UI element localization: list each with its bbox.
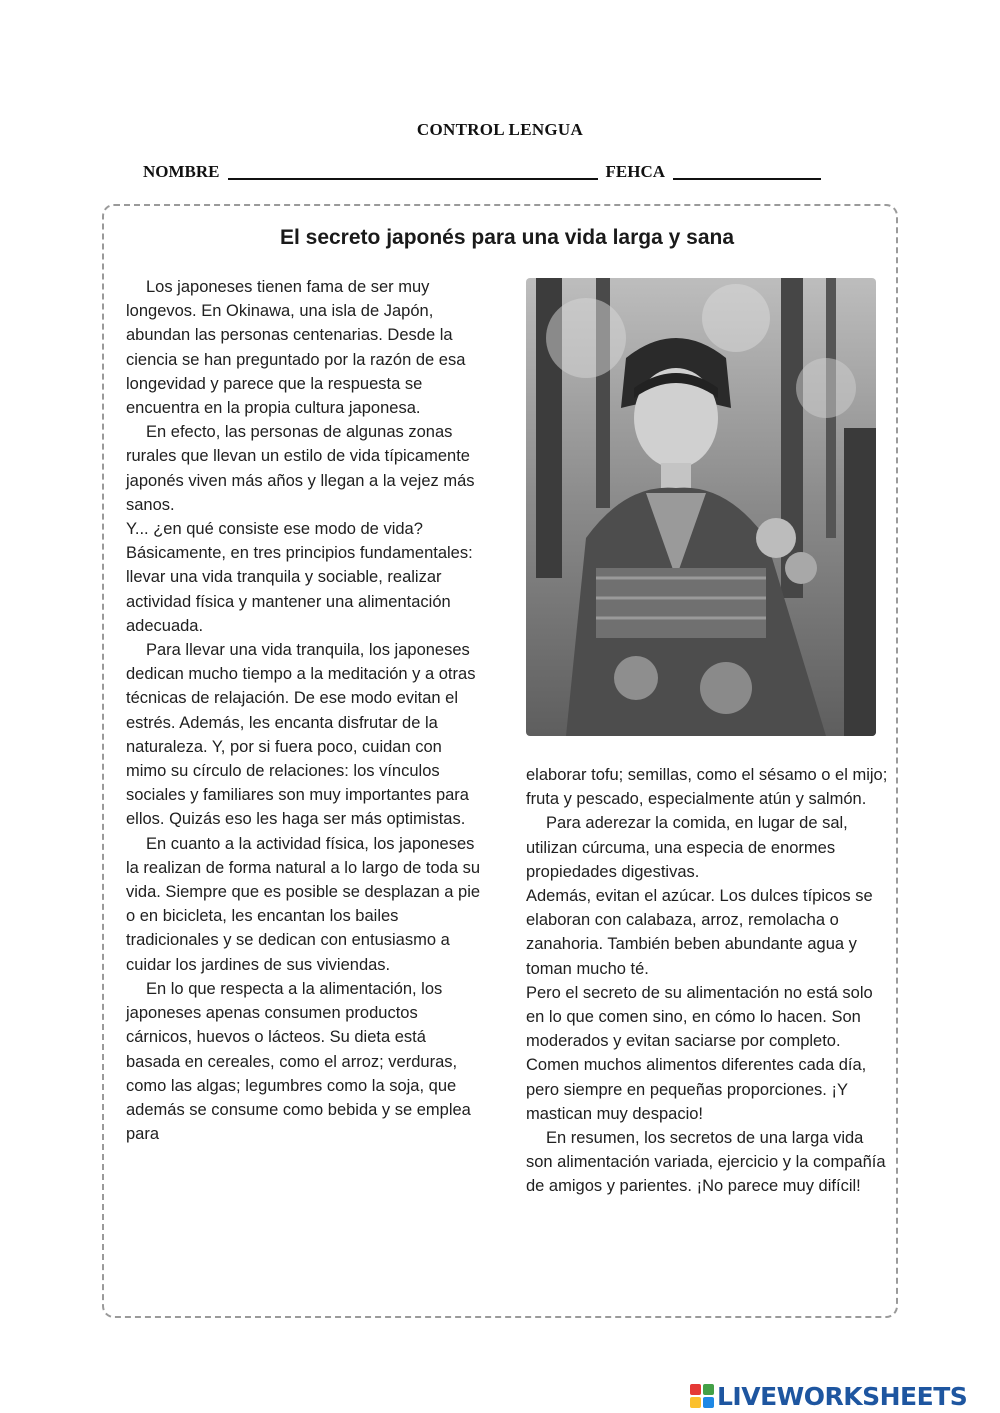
paragraph: Para aderezar la comida, en lugar de sal, utilizan cúrcuma, una especia de enormes propiedades digestivas. [526, 814, 848, 881]
liveworksheets-logo[interactable] [690, 1379, 990, 1413]
student-fields [143, 162, 863, 182]
girl-in-kimono-photo [526, 278, 876, 736]
liveworksheets-icon [690, 1384, 714, 1408]
name-blank-line [228, 162, 598, 180]
paragraph: En efecto, las personas de algunas zonas rurales que llevan un estilo de vida típicamente japonés viven más años y llegan a la vejez más sanos. [126, 423, 475, 514]
paragraph: En resumen, los secretos de una larga vida son alimentación variada, ejercicio y la compañía de amigos y parientes. ¡No parece muy difícil! [526, 1129, 886, 1196]
paragraph: elaborar tofu; semillas, como el sésamo o el mijo; fruta y pescado, especialmente atún y salmón. [526, 766, 888, 809]
paragraph: Además, evitan el azúcar. Los dulces típicos se elaboran con calabaza, arroz, remolacha o zanahoria. También beben abundante agua y toman mucho té. [526, 887, 873, 978]
left-column [126, 275, 482, 1146]
paragraph: Los japoneses tienen fama de ser muy longevos. En Okinawa, una isla de Japón, abundan las personas centenarias. Desde la ciencia se han preguntado por la razón de esa longevidad y parece que la respuesta se encuentra en la propia cultura japonesa. [126, 278, 466, 418]
page-title: CONTROL LENGUA [416, 120, 584, 139]
name-label: NOMBRE [143, 162, 220, 181]
paragraph: Y... ¿en qué consiste ese modo de vida? Básicamente, en tres principios fundamentales: llevar una vida tranquila y sociable, realizar actividad física y mantener una alimentación adecuada. [126, 520, 473, 635]
right-column [526, 763, 888, 1199]
paragraph: Para llevar una vida tranquila, los japoneses dedican mucho tiempo a la meditación y a otras técnicas de relajación. De ese modo evitan el estrés. Además, les encanta disfrutar de la naturaleza. Y, por si fuera poco, cuidan con mimo su círculo de relaciones: los vínculos sociales y familiares son muy importantes para ellos. Quizás eso les haga ser más optimistas. [126, 641, 476, 829]
date-label: FEHCA [605, 162, 665, 181]
date-blank-line [673, 162, 821, 180]
article-title: El secreto japonés para una vida larga y sana [279, 226, 735, 249]
paragraph: En cuanto a la actividad física, los japoneses la realizan de forma natural a lo largo de toda su vida. Siempre que es posible se desplazan a pie o en bicicleta, les encantan los bailes tradicionales y se dedican con entusiasmo a cuidar los jardines de sus viviendas. [126, 834, 481, 974]
paragraph: Pero el secreto de su alimentación no está solo en lo que comen sino, en cómo lo hacen. Son moderados y evitan saciarse por completo. Comen muchos alimentos diferentes cada día, pero siempre en pequeñas proporciones. ¡Y mastican muy despacio! [526, 983, 873, 1123]
paragraph: En lo que respecta a la alimentación, los japoneses apenas consumen productos cárnicos, huevos o lácteos. Su dieta está basada en cereales, como el arroz; verduras, como las algas; legumbres como la soja, que además se consume como bebida y se emplea para [126, 979, 471, 1144]
brand-name: LIVEWORKSHEETS [717, 1381, 968, 1411]
